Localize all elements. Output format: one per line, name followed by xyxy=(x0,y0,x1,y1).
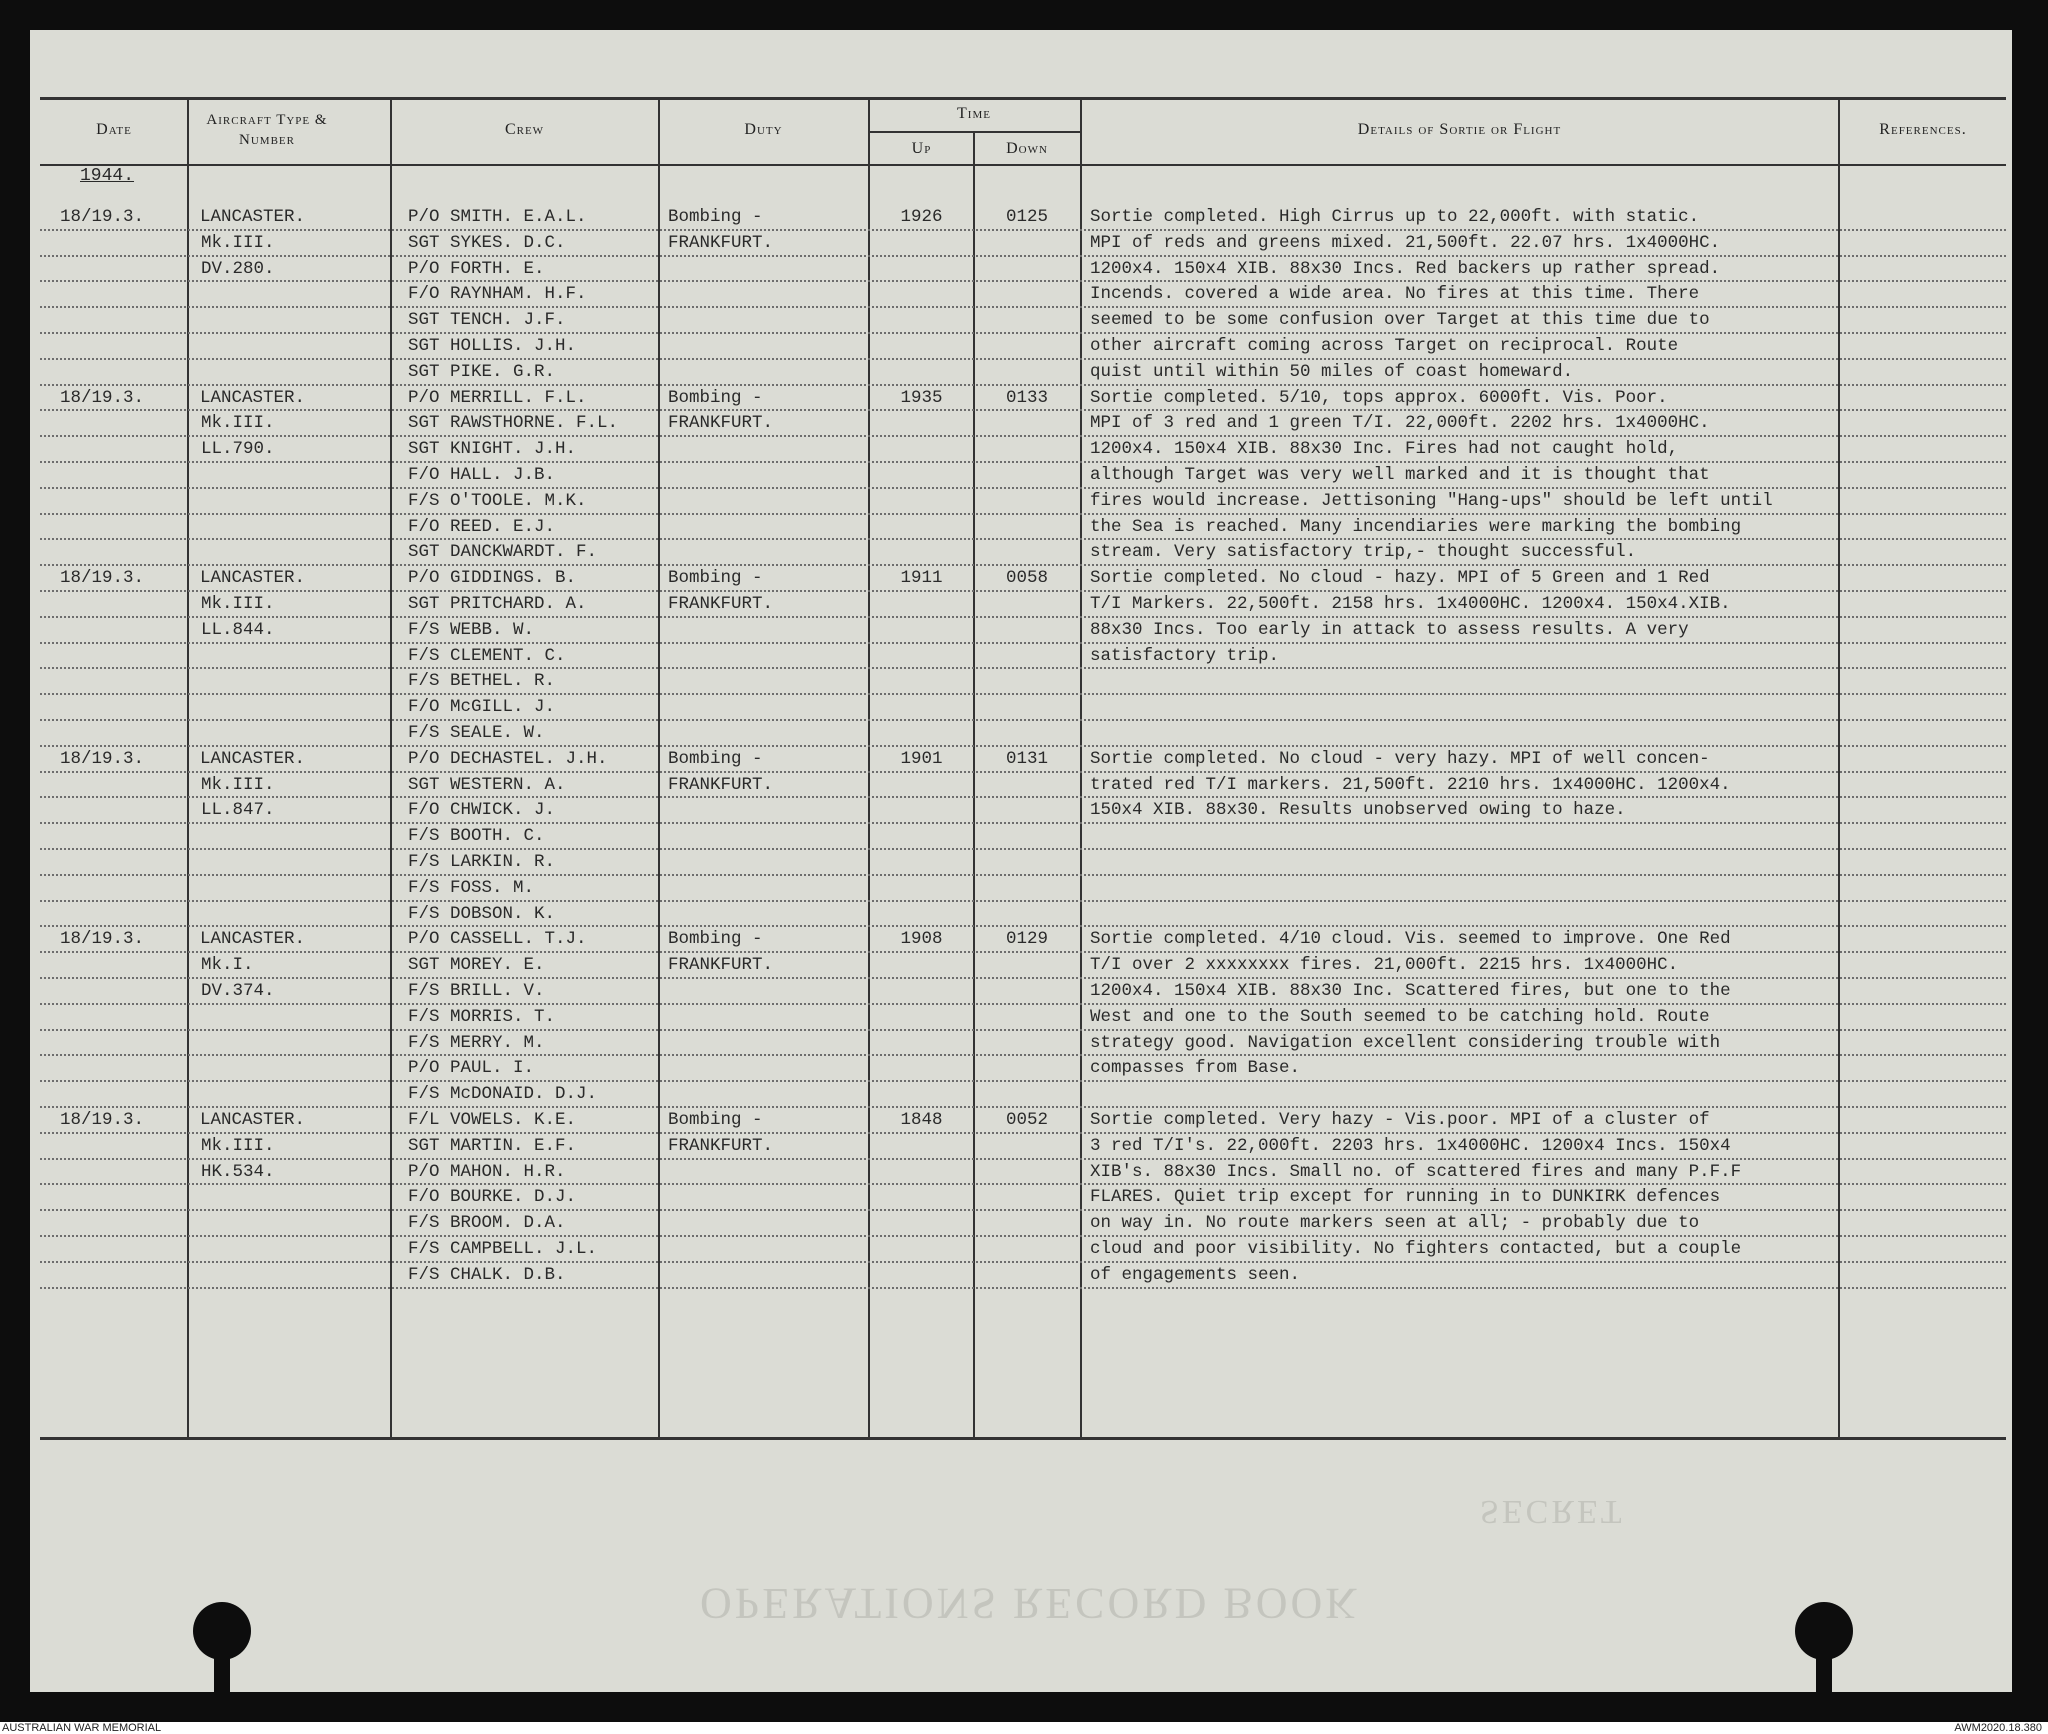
entry-details: West and one to the South seemed to be catching hold. Route xyxy=(1090,1006,1710,1027)
entry-crew: P/O MAHON. H.R. xyxy=(408,1161,566,1182)
entry-duty: Bombing - xyxy=(668,568,763,589)
year-label: 1944. xyxy=(80,166,135,186)
entry-crew: F/O REED. E.J. xyxy=(408,516,556,537)
entry-aircraft: Mk.III. xyxy=(201,413,275,434)
entry-up: 1901 xyxy=(900,748,943,769)
entry-up: 1926 xyxy=(900,207,943,227)
entry-details: seemed to be some confusion over Target at this time due to xyxy=(1090,310,1710,331)
entry-details: trated red T/I markers. 21,500ft. 2210 hrs. 1x4000HC. 1200x4. xyxy=(1090,774,1731,795)
entry-duty: FRANKFURT. xyxy=(668,232,774,253)
column-rule xyxy=(187,97,189,1439)
entry-details: on way in. No route markers seen at all; - probably due to xyxy=(1090,1213,1700,1234)
entry-crew: P/O CASSELL. T.J. xyxy=(408,929,587,950)
entry-crew: SGT PIKE. G.R. xyxy=(408,361,556,382)
entry-details: satisfactory trip. xyxy=(1090,645,1280,666)
header-bottom-rule xyxy=(40,164,2006,166)
entry-aircraft: Mk.III. xyxy=(201,1135,275,1156)
header-down: Down xyxy=(1006,140,1048,157)
entry-details: MPI of 3 red and 1 green T/I. 22,000ft. 2202 hrs. 1x4000HC. xyxy=(1090,413,1710,434)
entry-details: 3 red T/I's. 22,000ft. 2203 hrs. 1x4000HC. 1200x4 Incs. 150x4 xyxy=(1090,1135,1731,1156)
entry-details: FLARES. Quiet trip except for running in to DUNKIRK defences xyxy=(1090,1187,1721,1208)
entry-duty: FRANKFURT. xyxy=(668,955,774,976)
entry-details: 150x4 XIB. 88x30. Results unobserved owing to haze. xyxy=(1090,800,1626,821)
entry-duty: FRANKFURT. xyxy=(668,594,774,614)
entry-details: although Target was very well marked and it is thought that xyxy=(1090,465,1710,485)
table-bottom-rule xyxy=(40,1437,2006,1440)
entry-crew: F/S BRILL. V. xyxy=(408,981,545,1001)
entry-aircraft: LANCASTER. xyxy=(200,748,306,769)
archive-reference: AWM2020.18.380 xyxy=(1954,1722,2042,1734)
entry-date: 18/19.3. xyxy=(60,748,145,769)
header-aircraft: Aircraft Type & Number xyxy=(206,112,328,148)
header-date: Date xyxy=(96,121,132,138)
entry-crew: F/S CHALK. D.B. xyxy=(408,1264,566,1285)
entry-down: 0129 xyxy=(1005,929,1048,950)
entry-crew: P/O DECHASTEL. J.H. xyxy=(408,748,608,769)
entry-details: 1200x4. 150x4 XIB. 88x30 Inc. Fires had not caught hold, xyxy=(1090,439,1679,460)
entry-crew: F/S CLEMENT. C. xyxy=(408,645,566,666)
header-references: References. xyxy=(1879,121,1967,138)
entry-aircraft: DV.374. xyxy=(201,981,275,1001)
showthrough-title: OPERATIONS RECORD BOOK xyxy=(700,1579,1361,1628)
ruled-line xyxy=(40,848,2006,850)
entry-crew: F/S McDONAID. D.J. xyxy=(408,1084,598,1105)
entry-details: XIB's. 88x30 Incs. Small no. of scattered fires and many P.F.F xyxy=(1090,1161,1742,1182)
entry-crew: SGT RAWSTHORNE. F.L. xyxy=(408,413,619,434)
entry-crew: SGT MARTIN. E.F. xyxy=(408,1135,577,1156)
column-rule xyxy=(1838,97,1840,1439)
entry-duty: Bombing - xyxy=(668,929,763,950)
entry-details: Sortie completed. No cloud - very hazy. MPI of well concen- xyxy=(1090,748,1710,769)
entry-up: 1848 xyxy=(900,1110,943,1130)
entry-crew: F/O BOURKE. D.J. xyxy=(408,1187,577,1208)
entry-details: quist until within 50 miles of coast homeward. xyxy=(1090,361,1574,382)
entry-details: 1200x4. 150x4 XIB. 88x30 Incs. Red backers up rather spread. xyxy=(1090,258,1721,279)
header-details: Details of Sortie or Flight xyxy=(1357,121,1562,138)
entry-details: other aircraft coming across Target on reciprocal. Route xyxy=(1090,336,1679,356)
entry-duty: FRANKFURT. xyxy=(668,774,774,795)
entry-details: 88x30 Incs. Too early in attack to assess results. A very xyxy=(1090,619,1689,640)
table-top-rule xyxy=(40,97,2006,100)
entry-aircraft: Mk.III. xyxy=(201,774,275,795)
entry-crew: F/O CHWICK. J. xyxy=(408,800,556,821)
entry-details: cloud and poor visibility. No fighters contacted, but a couple xyxy=(1090,1239,1742,1259)
entry-aircraft: LL.847. xyxy=(201,800,275,821)
entry-details: 1200x4. 150x4 XIB. 88x30 Inc. Scattered fires, but one to the xyxy=(1090,981,1731,1001)
entry-details: Sortie completed. No cloud - hazy. MPI of 5 Green and 1 Red xyxy=(1090,568,1710,589)
entry-details: of engagements seen. xyxy=(1090,1264,1301,1285)
entry-aircraft: LANCASTER. xyxy=(200,929,306,950)
entry-crew: P/O SMITH. E.A.L. xyxy=(408,207,587,227)
entry-aircraft: LANCASTER. xyxy=(200,568,306,589)
showthrough-secret: SECRET xyxy=(1480,1493,1625,1530)
entry-date: 18/19.3. xyxy=(60,568,145,589)
header-up: Up xyxy=(911,140,932,157)
entry-duty: FRANKFURT. xyxy=(668,413,774,434)
entry-crew: F/S O'TOOLE. M.K. xyxy=(408,490,587,511)
entry-crew: F/S LARKIN. R. xyxy=(408,852,556,872)
entry-down: 0125 xyxy=(1005,207,1048,227)
entry-crew: P/O PAUL. I. xyxy=(408,1058,535,1079)
header-crew: Crew xyxy=(504,121,545,138)
entry-details: stream. Very satisfactory trip,- thought successful. xyxy=(1090,542,1637,563)
entry-down: 0133 xyxy=(1005,387,1048,408)
entry-date: 18/19.3. xyxy=(60,929,145,950)
entry-crew: P/O MERRILL. F.L. xyxy=(408,387,587,408)
entry-duty: FRANKFURT. xyxy=(668,1135,774,1156)
entry-crew: F/L VOWELS. K.E. xyxy=(408,1110,577,1130)
entry-details: Sortie completed. 4/10 cloud. Vis. seemed to improve. One Red xyxy=(1090,929,1731,950)
entry-crew: F/O RAYNHAM. H.F. xyxy=(408,284,587,305)
binder-slot-right xyxy=(1816,1632,1832,1692)
entry-duty: Bombing - xyxy=(668,387,763,408)
entry-details: Incends. covered a wide area. No fires at this time. There xyxy=(1090,284,1700,305)
entry-crew: F/S MORRIS. T. xyxy=(408,1006,556,1027)
entry-crew: SGT WESTERN. A. xyxy=(408,774,566,795)
entry-crew: F/S SEALE. W. xyxy=(408,723,545,743)
entry-duty: Bombing - xyxy=(668,748,763,769)
binder-slot-left xyxy=(214,1632,230,1692)
entry-crew: P/O FORTH. E. xyxy=(408,258,545,279)
entry-up: 1908 xyxy=(900,929,943,950)
column-rule xyxy=(390,97,392,1439)
entry-crew: F/S BROOM. D.A. xyxy=(408,1213,566,1234)
entry-aircraft: Mk.III. xyxy=(201,232,275,253)
entry-crew: SGT DANCKWARDT. F. xyxy=(408,542,598,563)
entry-aircraft: LANCASTER. xyxy=(200,387,306,408)
entry-date: 18/19.3. xyxy=(60,1110,145,1130)
ruled-line xyxy=(40,874,2006,876)
archive-credit: AUSTRALIAN WAR MEMORIAL xyxy=(2,1722,162,1734)
entry-aircraft: LL.790. xyxy=(201,439,275,460)
entry-crew: SGT KNIGHT. J.H. xyxy=(408,439,577,460)
entry-details: Sortie completed. 5/10, tops approx. 6000ft. Vis. Poor. xyxy=(1090,387,1668,408)
entry-crew: F/S DOBSON. K. xyxy=(408,903,556,924)
entry-crew: SGT PRITCHARD. A. xyxy=(408,594,587,614)
column-rule xyxy=(973,131,975,1439)
ruled-line xyxy=(40,693,2006,695)
entry-down: 0131 xyxy=(1005,748,1048,769)
entry-crew: P/O GIDDINGS. B. xyxy=(408,568,577,589)
entry-details: MPI of reds and greens mixed. 21,500ft. 22.07 hrs. 1x4000HC. xyxy=(1090,232,1721,253)
entry-aircraft: LL.844. xyxy=(201,619,275,640)
column-rule xyxy=(1080,97,1082,1439)
entry-aircraft: DV.280. xyxy=(201,258,275,279)
entry-down: 0058 xyxy=(1005,568,1048,589)
entry-down: 0052 xyxy=(1005,1110,1048,1130)
entry-details: Sortie completed. High Cirrus up to 22,000ft. with static. xyxy=(1090,207,1700,227)
entry-details: Sortie completed. Very hazy - Vis.poor. MPI of a cluster of xyxy=(1090,1110,1710,1130)
entry-details: fires would increase. Jettisoning "Hang-ups" should be left until xyxy=(1090,490,1773,511)
entry-details: strategy good. Navigation excellent considering trouble with xyxy=(1090,1032,1721,1053)
entry-crew: SGT MOREY. E. xyxy=(408,955,545,976)
entry-date: 18/19.3. xyxy=(60,207,145,227)
entry-up: 1911 xyxy=(900,568,943,589)
entry-aircraft: HK.534. xyxy=(201,1161,275,1182)
entry-crew: F/O HALL. J.B. xyxy=(408,465,556,485)
entry-details: compasses from Base. xyxy=(1090,1058,1301,1079)
entry-crew: F/S BOOTH. C. xyxy=(408,826,545,847)
column-rule xyxy=(658,97,660,1439)
entry-aircraft: Mk.III. xyxy=(201,594,275,614)
entry-aircraft: LANCASTER. xyxy=(200,207,306,227)
header-duty: Duty xyxy=(744,121,783,138)
entry-crew: F/O McGILL. J. xyxy=(408,697,556,718)
entry-aircraft: Mk.I. xyxy=(201,955,254,976)
entry-crew: SGT HOLLIS. J.H. xyxy=(408,336,577,356)
entry-aircraft: LANCASTER. xyxy=(200,1110,306,1130)
entry-crew: SGT SYKES. D.C. xyxy=(408,232,566,253)
ruled-line xyxy=(40,900,2006,902)
entry-details: the Sea is reached. Many incendiaries were marking the bombing xyxy=(1090,516,1742,537)
entry-crew: F/S MERRY. M. xyxy=(408,1032,545,1053)
entry-crew: SGT TENCH. J.F. xyxy=(408,310,566,331)
entry-duty: Bombing - xyxy=(668,1110,763,1130)
entry-crew: F/S BETHEL. R. xyxy=(408,671,556,692)
entry-up: 1935 xyxy=(900,387,943,408)
entry-details: T/I Markers. 22,500ft. 2158 hrs. 1x4000HC. 1200x4. 150x4.XIB. xyxy=(1090,594,1731,614)
ruled-line xyxy=(40,719,2006,721)
entry-crew: F/S CAMPBELL. J.L. xyxy=(408,1239,598,1259)
entry-crew: F/S WEBB. W. xyxy=(408,619,535,640)
header-time: Time xyxy=(957,105,991,122)
entry-date: 18/19.3. xyxy=(60,387,145,408)
entry-details: T/I over 2 xxxxxxxx fires. 21,000ft. 2215 hrs. 1x4000HC. xyxy=(1090,955,1679,976)
entry-crew: F/S FOSS. M. xyxy=(408,877,535,898)
entry-duty: Bombing - xyxy=(668,207,763,227)
